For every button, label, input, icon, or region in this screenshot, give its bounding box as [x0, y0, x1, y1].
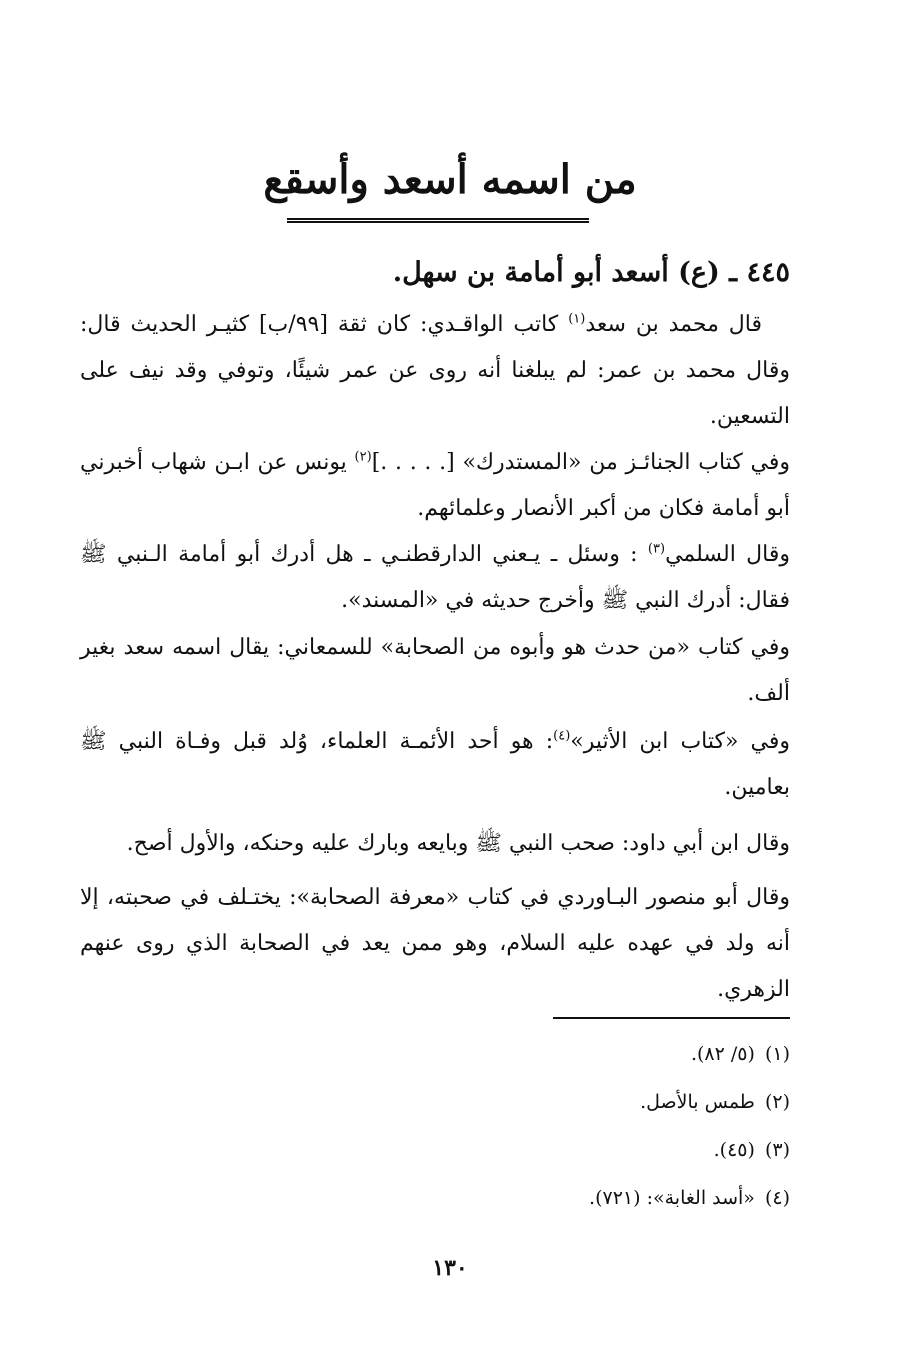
- chapter-title: من اسمه أسعد وأسقع: [263, 156, 637, 203]
- paragraph-2: وفي كتاب الجنائـز من «المستدرك» [. . . . .]$^{(٢)}$ يونس عن ابـن شهاب أخبرني أبو أمامة فكان من أكبر الأنصار وعلمائهم.: [80, 449, 790, 521]
- footnote-ref-3: (٣): [647, 541, 666, 557]
- footnote-ref-1: (١): [568, 311, 586, 327]
- footnote-separator: [553, 1017, 790, 1019]
- footnotes: [370, 1030, 790, 1222]
- footnote-1: (١)(٥/ ٨٢).: [690, 1043, 790, 1065]
- page-number: ١٣٠: [432, 1255, 468, 1281]
- paragraph-7: وقال أبو منصور البـاوردي في كتاب «معرفة الصحابة»: يختـلف في صحبته، إلا أنه ولد في عهده عليه السلام، وهو ممن يعد في الصحابة الذي روى عنهم الزهري.: [80, 885, 790, 1002]
- paragraph-5: وفي «كتاب ابن الأثير»$^{(٤)}$: هو أحد الأئمـة العلماء، وُلد قبل وفـاة النبي ﷺ بعامين.: [80, 728, 790, 800]
- footnote-4: (٤)«أسد الغابة»: (٧٢١).: [589, 1187, 790, 1209]
- footnote-ref-4: (٤): [553, 728, 571, 744]
- footnote-3: (٣)(٤٥).: [713, 1139, 790, 1161]
- paragraph-3: وقال السلمي$^{(٣)}$ : وسئل ـ يـعني الدارقطنـي ـ هل أدرك أبو أمامة الـنبي ﷺ فقال: أدرك النبي ﷺ وأخرج حديثه في «المسند».: [80, 541, 790, 613]
- paragraph-4: وفي كتاب «من حدث هو وأبوه من الصحابة» للسمعاني: يقال اسمه سعد بغير ألف.: [80, 635, 790, 706]
- footnote-2: (٢)طمس بالأصل.: [640, 1091, 790, 1113]
- entry-heading: ٤٤٥ ـ (ع) أسعد أبو أمامة بن سهل.: [392, 257, 790, 288]
- paragraph-6: وقال ابن أبي داود: صحب النبي ﷺ وبايعه وبارك عليه وحنكه، والأول أصح.: [126, 831, 790, 856]
- footnote-ref-2: (٢): [354, 449, 372, 465]
- title-underline: [287, 218, 589, 223]
- paragraph-1: قال محمد بن سعد$^{(١)}$ كاتب الواقـدي: كان ثقة [٩٩/ب] كثيـر الحديث قال: وقال محمد بن عمر: لم يبلغنا أنه روى عن عمر شيئًا، وتوفي وقد نيف على التسعين.: [80, 311, 790, 429]
